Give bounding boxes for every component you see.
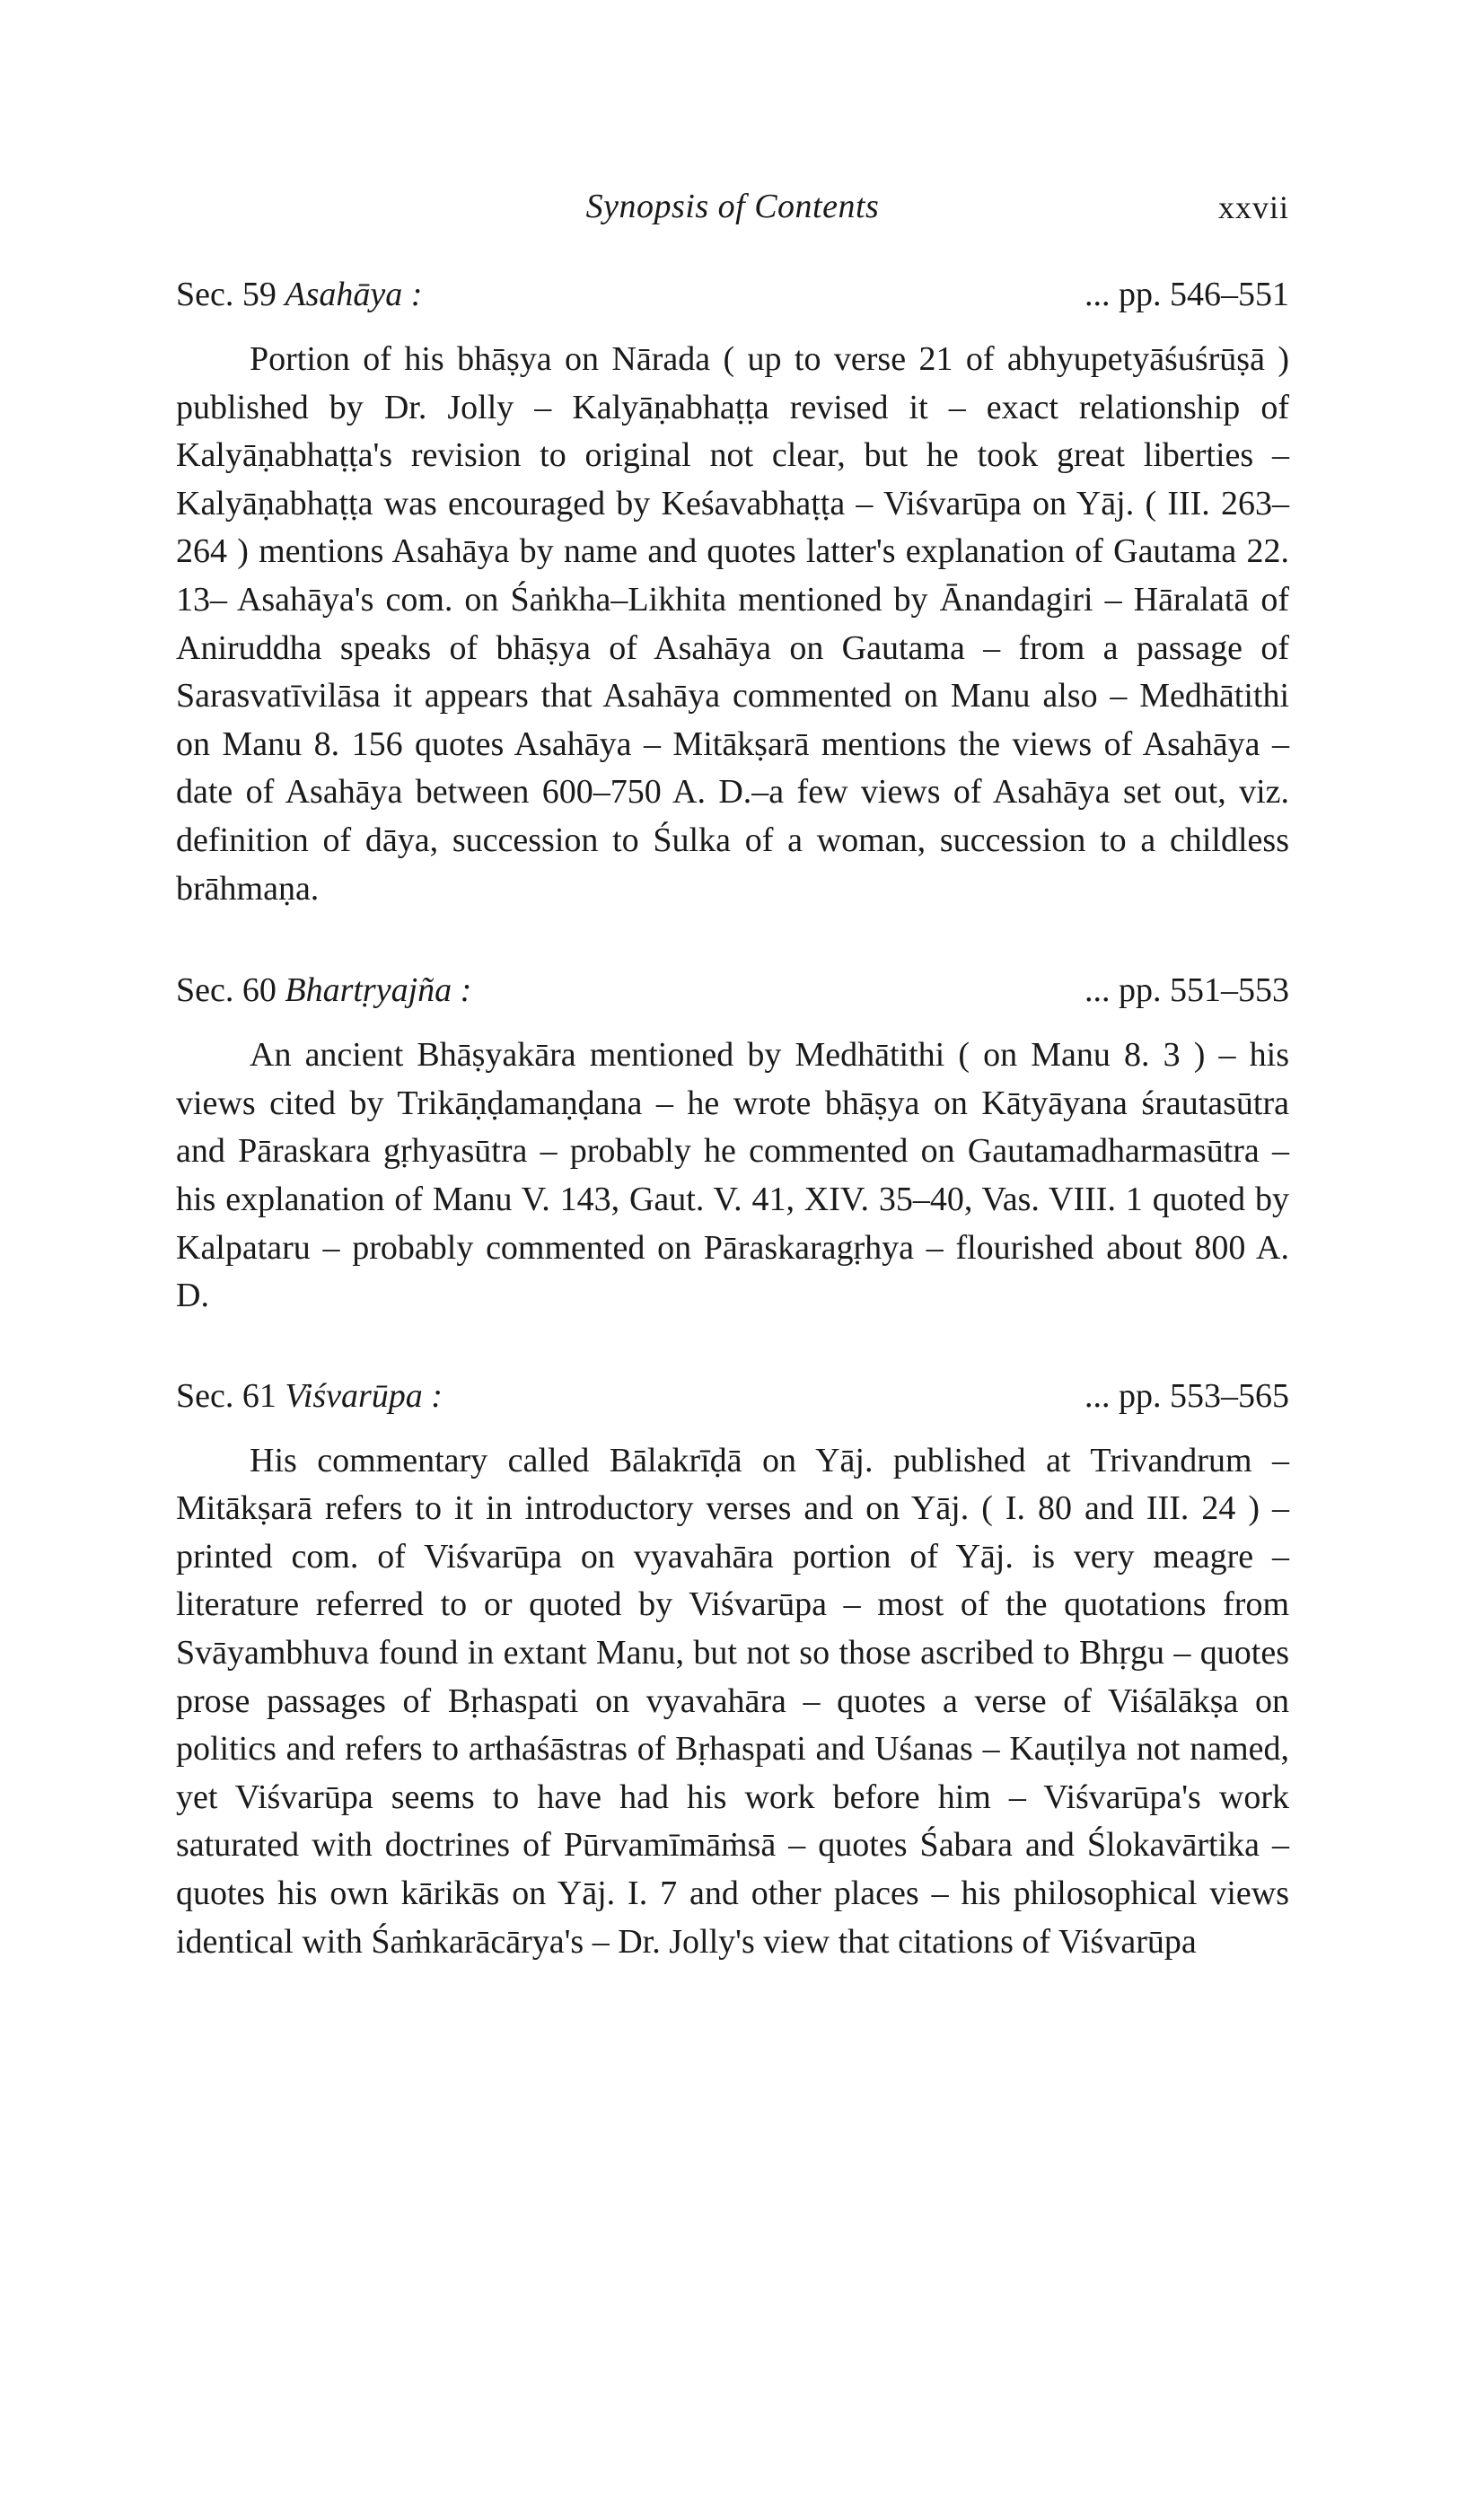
section-name: Viśvarūpa :: [285, 1376, 443, 1415]
section-spacer: [176, 913, 1289, 965]
section-summary: Portion of his bhāṣya on Nārada ( up to verse 21 of abhyupetyāśuśrūṣā ) published by Dr. Jolly – Kalyāṇabhaṭṭa revised it – exact relationship of Kalyāṇabhaṭṭa's revision to original not clear, but he took great liberties – Kalyāṇabhaṭṭa was encouraged by Keśavabhaṭṭa – Viśvarūpa on Yāj. ( III. 263–264 ) mentions Asahāya by name and quotes latter's explanation of Gautama 22. 13– Asahāya's com. on Śaṅkha–Likhita mentioned by Ānandagiri – Hāralatā of Aniruddha speaks of bhāṣya of Asahāya on Gautama – from a passage of Sarasvatīvilāsa it appears that Asahāya commented on Manu also – Medhātithi on Manu 8. 156 quotes Asahāya – Mitākṣarā mentions the views of Asahāya – date of Asahāya between 600–750 A. D.–a few views of Asahāya set out, viz. definition of dāya, succession to Śulka of a woman, succession to a childless brāhmaṇa.: [176, 340, 1289, 908]
section-summary: His commentary called Bālakrīḍā on Yāj. published at Trivandrum – Mitākṣarā refers to it in introductory verses and on Yāj. ( I. 80 and III. 24 ) – printed com. of Viśvarūpa on vyavahāra portion of Yāj. is very meagre – literature referred to or quoted by Viśvarūpa – most of the quotations from Svāyambhuva found in extant Manu, but not so those ascribed to Bhṛgu – quotes prose passages of Bṛhaspati on vyavahāra – quotes a verse of Viśālākṣa on politics and refers to arthaśāstras of Bṛhaspati and Uśanas – Kauṭilya not named, yet Viśvarūpa seems to have had his work before him – Viśvarūpa's work saturated with doctrines of Pūrvamīmāṁsā – quotes Śabara and Ślokavārtika – quotes his own kārikās on Yāj. I. 7 and other places – his philosophical views identical with Śaṁkarācārya's – Dr. Jolly's view that citations of Viśvarūpa: [176, 1441, 1289, 1961]
section-number: Sec. 59: [176, 276, 277, 313]
section-heading: [176, 269, 1289, 320]
section-number: Sec. 60: [176, 971, 277, 1010]
section-59: [176, 269, 1289, 913]
section-page-range: ... pp. 551–553: [1084, 971, 1289, 1010]
section-title: [176, 1371, 443, 1421]
section-page-range: ... pp. 553–565: [1084, 1376, 1289, 1415]
section-60: [176, 965, 1289, 1321]
page-number: xxvii: [1217, 189, 1289, 225]
section-page-range: ... pp. 546–551: [1084, 276, 1289, 313]
section-heading: [176, 1371, 1289, 1421]
section-spacer: [176, 1321, 1289, 1371]
section-summary: An ancient Bhāṣyakāra mentioned by Medhātithi ( on Manu 8. 3 ) – his views cited by Trikāṇḍamaṇḍana – he wrote bhāṣya on Kātyāyana śrautasūtra and Pāraskara gṛhyasūtra – probably he commented on Gautamadharmasūtra – his explanation of Manu V. 143, Gaut. V. 41, XIV. 35–40, Vas. VIII. 1 quoted by Kalpataru – probably commented on Pāraskaragṛhya – flourished about 800 A. D.: [176, 1036, 1289, 1315]
section-title: [176, 965, 471, 1015]
section-heading: [176, 965, 1289, 1015]
running-head: [176, 187, 1289, 241]
section-title: [176, 269, 422, 320]
section-61: [176, 1371, 1289, 1967]
section-name: Bhartṛyajña :: [285, 971, 472, 1010]
main-content: [176, 269, 1289, 1966]
running-head-title: Synopsis of Contents: [585, 188, 880, 225]
section-name: Asahāya :: [285, 276, 423, 313]
section-number: Sec. 61: [176, 1376, 277, 1415]
